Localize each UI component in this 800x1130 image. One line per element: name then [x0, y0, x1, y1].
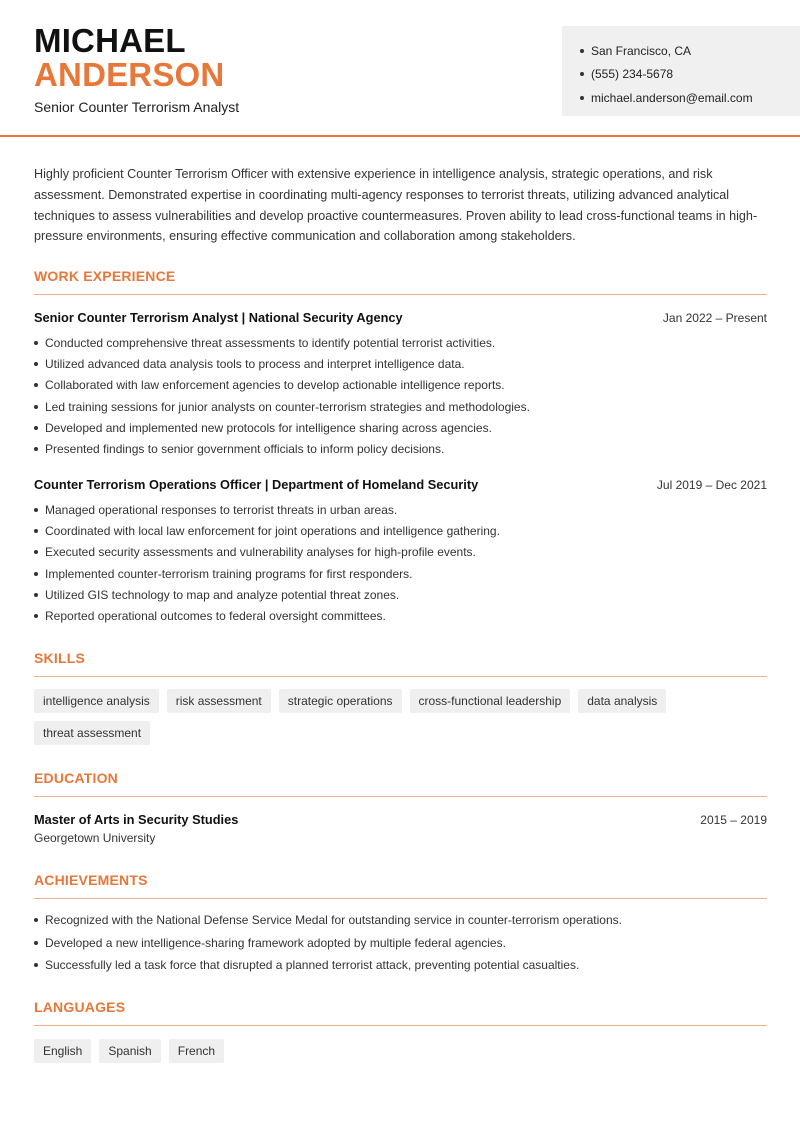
education-heading: EDUCATION	[34, 770, 118, 786]
list-item	[34, 375, 767, 396]
resume-header	[0, 0, 800, 137]
bullet-text: Utilized GIS technology to map and analyze potential threat zones.	[45, 587, 400, 602]
bullet-icon	[34, 550, 38, 554]
bullet-text: Developed and implemented new protocols for intelligence sharing across agencies.	[45, 420, 492, 435]
list-item	[34, 499, 767, 520]
language-chip: French	[169, 1039, 224, 1063]
job-role: Senior Counter Terrorism Analyst | National Security Agency	[34, 310, 403, 325]
summary: Highly proficient Counter Terrorism Officer with extensive experience in intelligence analysis, strategic operations, and risk assessment. Demonstrated expertise in coordinating multi-agency responses to terrorist threats, utilizing advanced analytical techniques to assess vulnerabilities and develop proactive countermeasures. Proven ability to lead cross-functional teams in high-pressure environments, ensuring effective communication and collaboration among stakeholders.	[34, 167, 758, 244]
first-name: MICHAEL	[34, 22, 186, 59]
skill-chip: threat assessment	[34, 721, 150, 745]
achievements-heading: ACHIEVEMENTS	[34, 872, 148, 888]
bullet-text: Led training sessions for junior analysts on counter-terrorism strategies and methodologies.	[45, 399, 530, 414]
section-divider	[34, 1025, 767, 1026]
education-header	[34, 812, 767, 827]
bullet-icon	[580, 96, 584, 100]
list-item	[34, 396, 767, 417]
contact-box	[562, 26, 800, 116]
list-item	[34, 563, 767, 584]
skills-heading: SKILLS	[34, 650, 85, 666]
list-item	[34, 438, 767, 459]
language-chip: Spanish	[99, 1039, 160, 1063]
job-header	[34, 477, 767, 492]
list-item	[34, 417, 767, 438]
bullet-icon	[34, 529, 38, 533]
bullet-icon	[34, 341, 38, 345]
list-item	[34, 542, 767, 563]
job-bullet-list	[34, 499, 767, 627]
list-item	[34, 332, 767, 353]
bullet-text: Coordinated with local law enforcement for joint operations and intelligence gathering.	[45, 523, 500, 538]
bullet-icon	[580, 72, 584, 76]
bullet-icon	[34, 918, 38, 922]
list-item	[34, 605, 767, 626]
skill-chip: data analysis	[578, 689, 666, 713]
bullet-icon	[34, 405, 38, 409]
skill-chip: cross-functional leadership	[410, 689, 571, 713]
bullet-icon	[34, 963, 38, 967]
section-divider	[34, 676, 767, 677]
language-chip: English	[34, 1039, 91, 1063]
contact-location	[580, 39, 800, 63]
skill-chip: risk assessment	[167, 689, 271, 713]
bullet-text: Executed security assessments and vulnerability analyses for high-profile events.	[45, 545, 476, 560]
job-role: Counter Terrorism Operations Officer | Department of Homeland Security	[34, 477, 479, 492]
bullet-icon	[34, 426, 38, 430]
bullet-text: Collaborated with law enforcement agencies to develop actionable intelligence reports.	[45, 378, 505, 393]
bullet-text: Developed a new intelligence-sharing framework adopted by multiple federal agencies.	[45, 935, 506, 950]
section-divider	[34, 898, 767, 899]
bullet-icon	[34, 447, 38, 451]
bullet-text: Utilized advanced data analysis tools to process and interpret intelligence data.	[45, 356, 465, 371]
achievements-list	[34, 909, 767, 977]
location-text: San Francisco, CA	[591, 43, 692, 58]
list-item	[34, 584, 767, 605]
bullet-icon	[34, 508, 38, 512]
bullet-text: Successfully led a task force that disrupted a planned terrorist attack, preventing potential casualties.	[45, 958, 580, 973]
bullet-icon	[34, 941, 38, 945]
contact-phone	[580, 63, 800, 87]
bullet-text: Recognized with the National Defense Service Medal for outstanding service in counter-terrorism operations.	[45, 913, 622, 928]
bullet-icon	[34, 362, 38, 366]
list-item	[34, 520, 767, 541]
job-title: Senior Counter Terrorism Analyst	[34, 99, 240, 115]
job-dates: Jan 2022 – Present	[662, 311, 767, 325]
list-item	[34, 932, 767, 955]
list-item	[34, 909, 767, 932]
languages-list	[34, 1039, 767, 1063]
bullet-text: Conducted comprehensive threat assessments to identify potential terrorist activities.	[45, 335, 496, 350]
contact-email	[580, 86, 800, 110]
list-item	[34, 353, 767, 374]
job-bullet-list	[34, 332, 767, 460]
bullet-icon	[34, 572, 38, 576]
bullet-icon	[580, 49, 584, 53]
last-name: ANDERSON	[34, 56, 225, 93]
degree-title: Master of Arts in Security Studies	[34, 812, 239, 827]
bullet-icon	[34, 593, 38, 597]
education-dates: 2015 – 2019	[700, 813, 767, 827]
phone-text: (555) 234-5678	[591, 67, 674, 82]
skill-chip: strategic operations	[279, 689, 402, 713]
section-divider	[34, 294, 767, 295]
skills-list	[34, 689, 767, 745]
school-name: Georgetown University	[34, 831, 156, 845]
work-experience-heading: WORK EXPERIENCE	[34, 268, 176, 284]
list-item	[34, 954, 767, 977]
bullet-text: Presented findings to senior government officials to inform policy decisions.	[45, 442, 445, 457]
email-text: michael.anderson@email.com	[591, 90, 753, 105]
job-header	[34, 310, 767, 325]
languages-heading: LANGUAGES	[34, 999, 126, 1015]
bullet-text: Managed operational responses to terrorist threats in urban areas.	[45, 502, 398, 517]
bullet-text: Implemented counter-terrorism training programs for first responders.	[45, 566, 413, 581]
skill-chip: intelligence analysis	[34, 689, 159, 713]
section-divider	[34, 796, 767, 797]
bullet-icon	[34, 383, 38, 387]
bullet-icon	[34, 614, 38, 618]
job-dates: Jul 2019 – Dec 2021	[656, 478, 767, 492]
bullet-text: Reported operational outcomes to federal oversight committees.	[45, 609, 386, 624]
